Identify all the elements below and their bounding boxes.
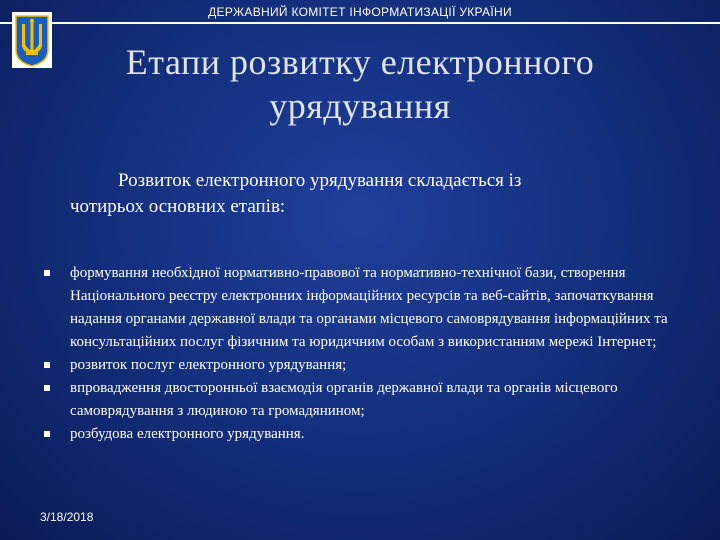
- square-bullet-icon: [44, 270, 50, 276]
- intro-paragraph: [70, 168, 690, 220]
- list-item-text: формування необхідної нормативно-правової та нормативно-технічної бази, створення Національного реєстру електронних інформаційних ресурсів та веб-сайтів, започаткування надання органами державної влади та органами місцевого самоврядування інформаційних та консультаційних послуг фізичним та юридичним особам з використанням мережі Інтернет;: [70, 265, 668, 350]
- intro-line-2: чотирьох основних етапів:: [70, 196, 286, 217]
- intro-line-1: Розвиток електронного урядування складається із: [118, 170, 522, 191]
- square-bullet-icon: [44, 431, 50, 437]
- organization-name: ДЕРЖАВНИЙ КОМІТЕТ ІНФОРМАТИЗАЦІЇ УКРАЇНИ: [208, 5, 512, 19]
- stages-list: [40, 262, 680, 446]
- title-line-1: Етапи розвитку електронного: [125, 42, 595, 82]
- page-title: [60, 40, 660, 128]
- list-item: [40, 262, 680, 354]
- list-item-text: розвиток послуг електронного урядування;: [70, 357, 347, 373]
- title-line-2: урядування: [269, 86, 451, 126]
- header-divider: [0, 22, 720, 24]
- list-item: [40, 377, 680, 423]
- square-bullet-icon: [44, 385, 50, 391]
- header-bar: [0, 0, 720, 24]
- list-item: [40, 354, 680, 377]
- list-item-text: впровадження двосторонньої взаємодія органів державної влади та органів місцевого самоврядування з людиною та громадянином;: [70, 380, 618, 419]
- square-bullet-icon: [44, 362, 50, 368]
- list-item: [40, 423, 680, 446]
- slide-date: 3/18/2018: [40, 510, 94, 524]
- list-item-text: розбудова електронного урядування.: [70, 426, 305, 442]
- trident-coat-of-arms-icon: [12, 12, 52, 68]
